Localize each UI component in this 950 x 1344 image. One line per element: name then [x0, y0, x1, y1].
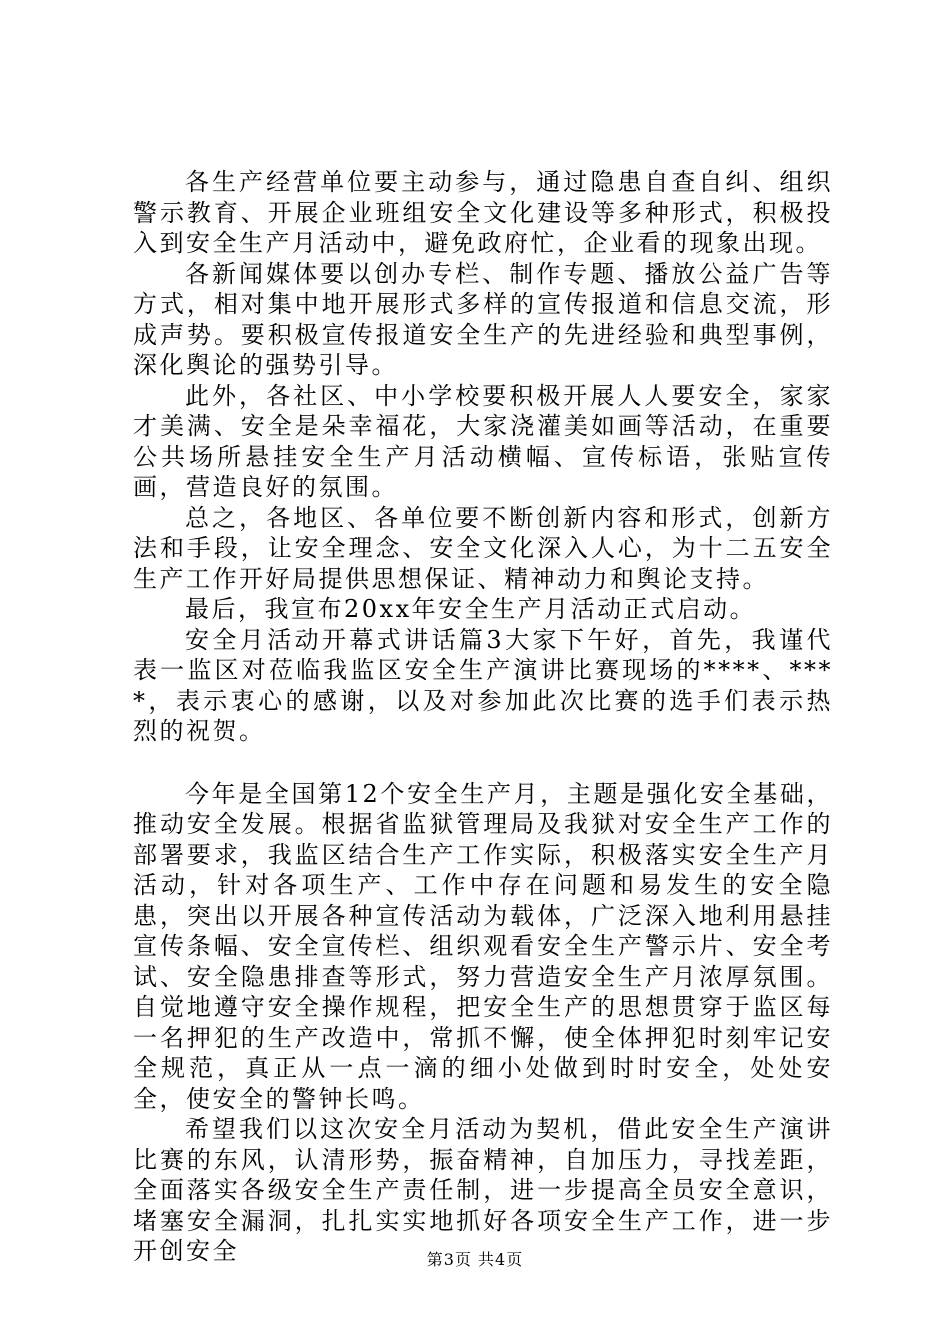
paragraph: 此外，各社区、中小学校要积极开展人人要安全，家家才美满、安全是朵幸福花，大家浇灌美如画等活动，在重要公共场所悬挂安全生产月活动横幅、宣传标语，张贴宣传画，营造良好的氛围。: [133, 381, 833, 501]
paragraph: 安全月活动开幕式讲话篇3大家下午好，首先，我谨代表一监区对莅临我监区安全生产演讲比赛现场的****、****，表示衷心的感谢，以及对参加此次比赛的选手们表示热烈的祝贺。: [133, 625, 833, 745]
paragraph: 希望我们以这次安全月活动为契机，借此安全生产演讲比赛的东风，认清形势，振奋精神，自加压力，寻找差距，全面落实各级安全生产责任制，进一步提高全员安全意识，堵塞安全漏洞，扎扎实实地抓好各项安全生产工作，进一步开创安全: [133, 1115, 833, 1265]
paragraph: 各生产经营单位要主动参与，通过隐患自查自纠、组织警示教育、开展企业班组安全文化建设等多种形式，积极投入到安全生产月活动中，避免政府忙，企业看的现象出现。: [133, 168, 833, 257]
paragraph: 今年是全国第12个安全生产月，主题是强化安全基础，推动安全发展。根据省监狱管理局及我狱对安全生产工作的部署要求，我监区结合生产工作实际，积极落实安全生产月活动，针对各项生产、工作中存在问题和易发生的安全隐患，突出以开展各种宣传活动为载体，广泛深入地利用悬挂宣传条幅、安全宣传栏、组织观看安全生产警示片、安全考试、安全隐患排查等形式，努力营造安全生产月浓厚氛围。自觉地遵守安全操作规程，把安全生产的思想贯穿于监区每一名押犯的生产改造中，常抓不懈，使全体押犯时刻牢记安全规范，真正从一点一滴的细小处做到时时安全，处处安全，使安全的警钟长鸣。: [133, 779, 833, 1113]
page-number-footer: 第3页 共4页: [426, 1250, 524, 1269]
paragraph: 最后，我宣布20xx年安全生产月活动正式启动。: [185, 595, 757, 623]
document-body: [133, 167, 833, 1267]
paragraph: 总之，各地区、各单位要不断创新内容和形式，创新方法和手段，让安全理念、安全文化深入人心，为十二五安全生产工作开好局提供思想保证、精神动力和舆论支持。: [133, 503, 833, 593]
paragraph: 各新闻媒体要以创办专栏、制作专题、播放公益广告等方式，相对集中地开展形式多样的宣传报道和信息交流，形成声势。要积极宣传报道安全生产的先进经验和典型事例，深化舆论的强势引导。: [133, 259, 833, 379]
